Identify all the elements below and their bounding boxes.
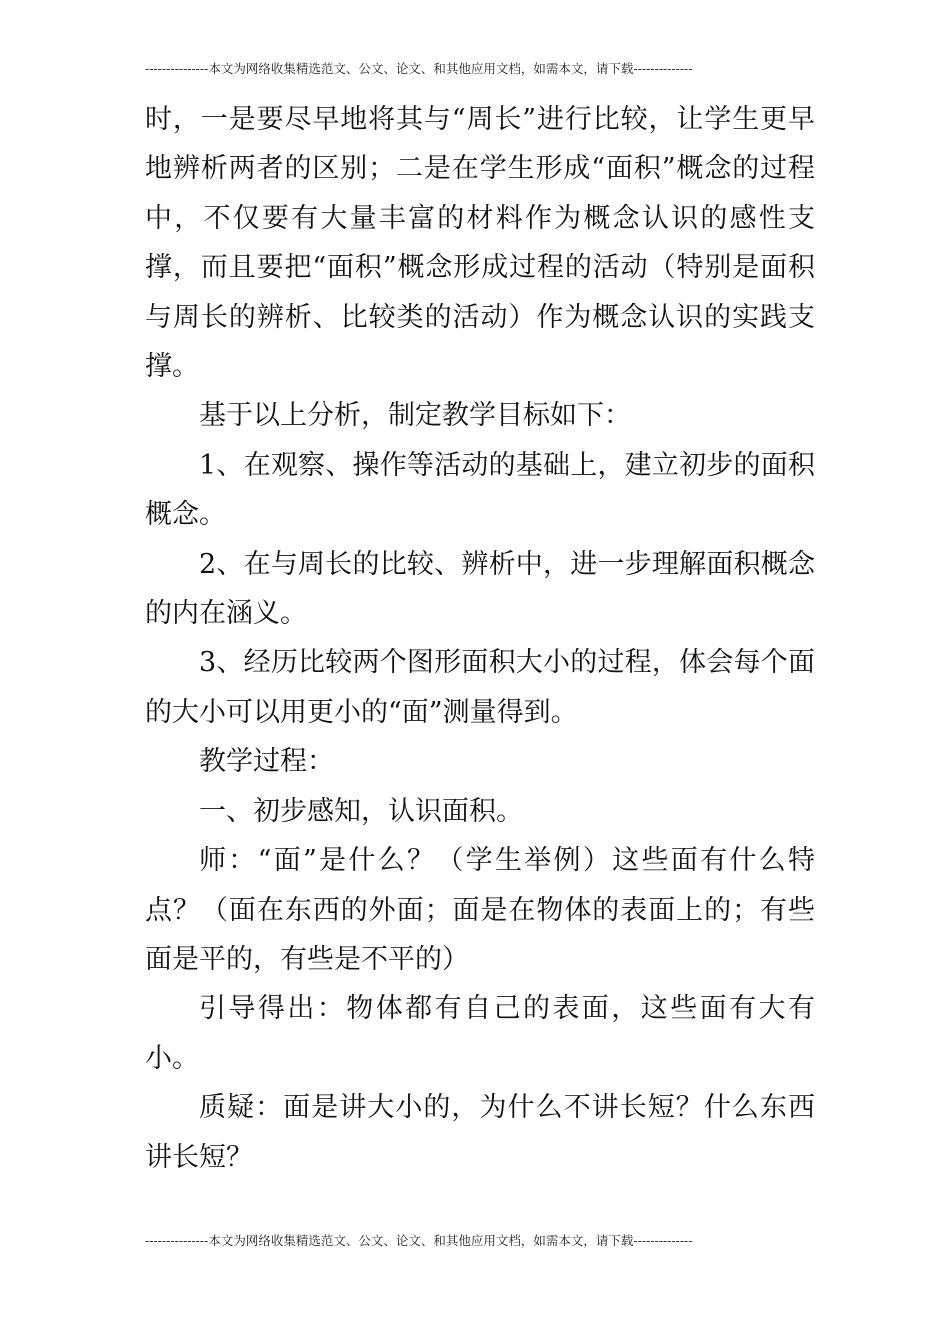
paragraph-section-1-heading: 一、初步感知，认识面积。	[199, 795, 523, 827]
paragraph-teacher-question: 师：“面”是什么？（学生举例）这些面有什么特点？（面在东西的外面；面是在物体的表面上的；有些面是平的，有些是不平的）	[145, 845, 815, 975]
paragraph-process-heading: 教学过程：	[199, 746, 334, 778]
document-body	[145, 95, 815, 1182]
paragraph-challenge-question: 质疑：面是讲大小的，为什么不讲长短？什么东西讲长短？	[145, 1092, 815, 1173]
paragraph-goal-2: 2、在与周长的比较、辨析中，进一步理解面积概念的内在涵义。	[145, 548, 815, 630]
paragraph-goal-3: 3、经历比较两个图形面积大小的过程，体会每个面的大小可以用更小的“面”测量得到。	[145, 647, 815, 728]
paragraph-guided-conclusion: 引导得出：物体都有自己的表面，这些面有大有小。	[145, 993, 815, 1074]
paragraph-goal-1: 1、在观察、操作等活动的基础上，建立初步的面积概念。	[145, 449, 815, 531]
running-footer: ---------------本文为网络收集精选范文、公文、论文、和其他应用文档，如需本文，请下载--------------	[145, 1233, 693, 1248]
running-header: ---------------本文为网络收集精选范文、公文、论文、和其他应用文档，如需本文，请下载--------------	[145, 61, 693, 76]
paragraph-goals-intro: 基于以上分析，制定教学目标如下：	[199, 400, 631, 432]
paragraph-continuation: 时，一是要尽早地将其与“周长”进行比较，让学生更早地辨析两者的区别；二是在学生形成“面积”概念的过程中，不仅要有大量丰富的材料作为概念认识的感性支撑，而且要把“面积”概念形成过程的活动（特别是面积与周长的辨析、比较类的活动）作为概念认识的实践支撑。	[145, 104, 815, 383]
